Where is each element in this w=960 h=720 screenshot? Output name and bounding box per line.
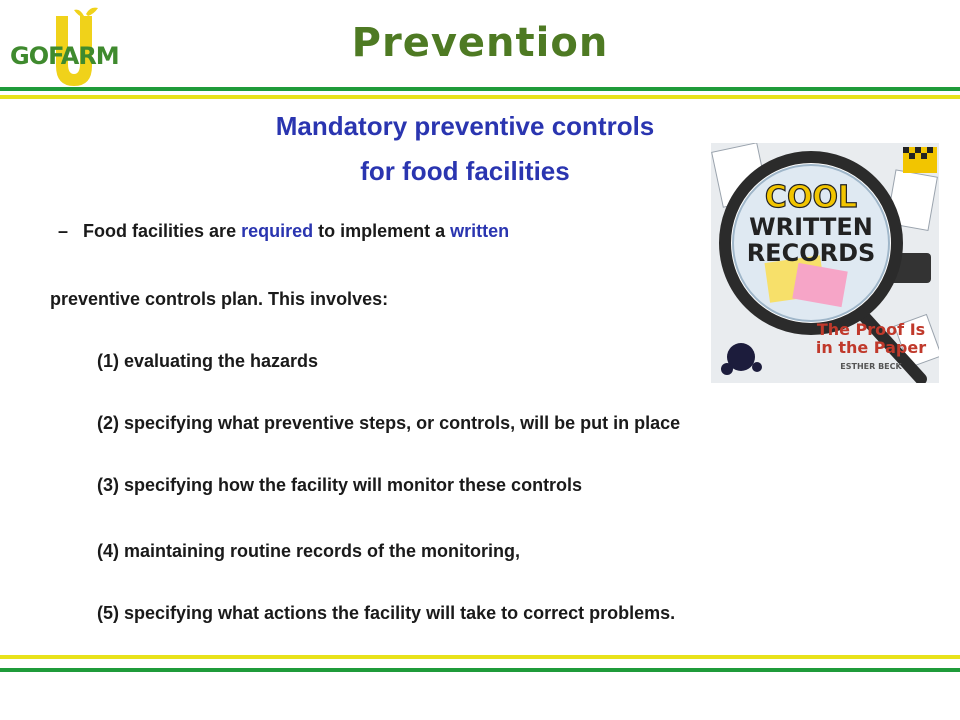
bottom-green-line (0, 668, 960, 672)
book-title-cool: COOL (764, 180, 858, 215)
intro-written: written (450, 221, 510, 241)
top-green-line (0, 87, 960, 91)
subtitle-line-2: for food facilities (360, 156, 570, 186)
logo-farm-text: FARM (48, 42, 119, 70)
bottom-yellow-line (0, 655, 960, 659)
step-item-5: (5) specifying what actions the facility will take to correct problems. (97, 603, 676, 623)
top-yellow-line (0, 95, 960, 99)
intro-dash: – (58, 221, 69, 241)
subtitle-line-1: Mandatory preventive controls (275, 111, 655, 141)
intro-line-2: preventive controls plan. This involves: (50, 289, 389, 309)
step-item-2: (2) specifying what preventive steps, or controls, will be put in place (97, 413, 681, 433)
intro-line-1 (58, 221, 509, 242)
intro-text-1: Food facilities are (83, 221, 242, 241)
step-item-1: (1) evaluating the hazards (97, 351, 319, 371)
book-title-records: RECORDS (746, 239, 876, 267)
book-tagline-1: The Proof Is (816, 320, 926, 339)
intro-text-2: to implement a (313, 221, 451, 241)
logo-go-text: GO (10, 42, 49, 70)
step-item-4: (4) maintaining routine records of the monitoring, (97, 541, 521, 561)
book-cover-illustration (711, 143, 939, 383)
book-author: ESTHER BECK (840, 362, 902, 371)
book-title-written: WRITTEN (749, 213, 873, 241)
page-title: Prevention (351, 20, 609, 66)
step-item-3: (3) specifying how the facility will monitor these controls (97, 475, 583, 495)
book-cover-image (711, 143, 939, 383)
intro-required: required (241, 221, 314, 241)
book-tagline-2: in the Paper (815, 338, 927, 357)
